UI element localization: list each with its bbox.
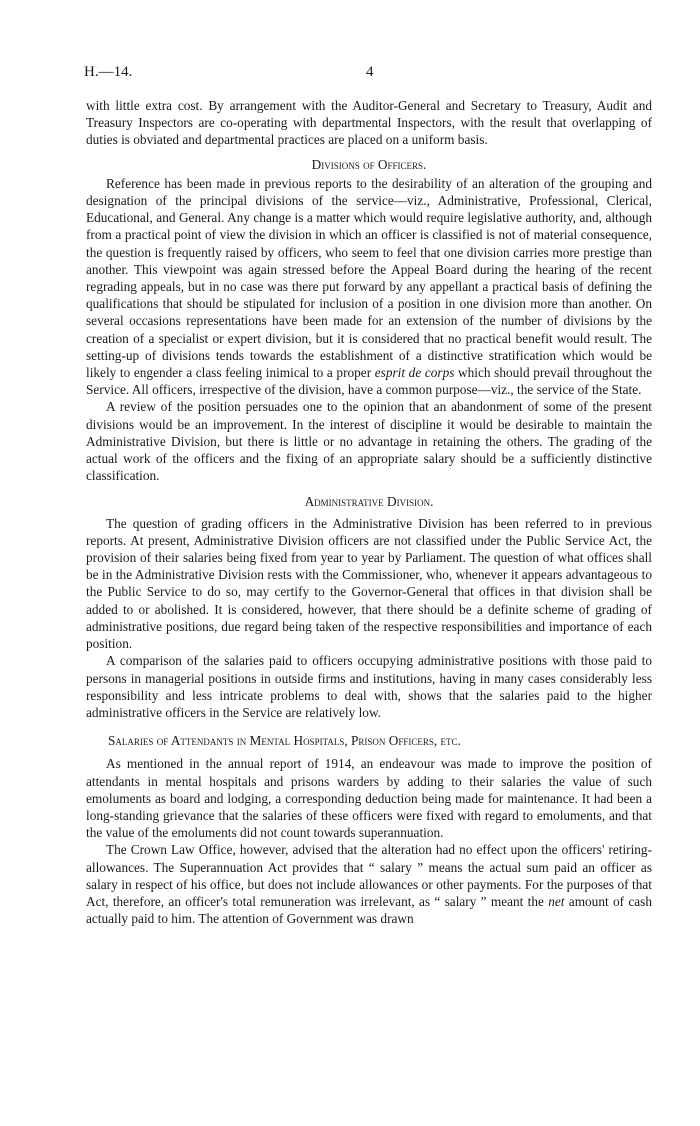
emphasis-text: esprit de corps	[374, 365, 455, 381]
heading-divisions-of-officers: Divisions of Officers.	[311, 156, 427, 172]
document-reference: H.—14.	[84, 64, 133, 80]
page-header	[84, 64, 654, 86]
paragraph-divisions-1: Reference has been made in previous reports to the desirability of an alteration of the grouping and designation of the principal divisions of the service—viz., Administrative, Professional, Clerical, Educational, and General. Any change is a matter which would require legislative authority, and, although from a practical point of view the division in which an officer is classified is not of material consequence, the question is frequently raised by officers, who seem to feel that one division carries more prestige than another. This viewpoint was again stressed before the Appeal Board during the hearing of the recent regrading appeals, but in no case was there put forward by any appellant a practical basis of defining the qualifications that should be stipulated for inclusion of a position in one division more than another. On several occasions representations have been made for an extension of the number of divisions by the creation of a specialist or expert division, but it is considered that no practical benefit would result. The setting-up of divisions tends towards the establishment of a distinctive stratification which would be likely to engender a class feeling inimical to a proper esprit de corps which should prevail throughout the Service. All officers, irrespective of the division, have a common purpose—viz., the service of the State.	[86, 175, 652, 398]
paragraph-salaries-1: As mentioned in the annual report of 1914, an endeavour was made to improve the position of attendants in mental hospitals and prisons warders by adding to their salaries the value of such emoluments as board and lodging, a corresponding deduction being made for maintenance. It had been a long-standing grievance that the salaries of these officers were fixed with regard to emoluments, and that the value of the emoluments did not count towards superannuation.	[86, 756, 652, 841]
paragraph-administrative-1: The question of grading officers in the Administrative Division has been referred to in previous reports. At present, Administrative Division officers are not classified under the Public Service Act, the provision of their salaries being fixed from year to year by Parliament. The question of what offices shall be in the Administrative Division rests with the Commissioner, who, whenever it appears advantageous to the Public Service to do so, may certify to the Governor-General that offices in that division shall be added to or abolished. It is considered, however, that there should be a definite scheme of grading of administrative positions, due regard being taken of the respective responsibilities and importance of each position.	[86, 515, 652, 652]
heading-administrative-division: Administrative Division.	[304, 494, 434, 510]
document-body	[86, 97, 652, 927]
emphasis-text: net	[548, 893, 565, 909]
page-number: 4	[366, 64, 374, 80]
paragraph-divisions-2: A review of the position persuades one to the opinion that an abandonment of some of the present divisions would be an improvement. In the interest of discipline it would be desirable to maintain the Administrative Division, but there is little or no advantage in retaining the others. The grading of the actual work of the officers and the fixing of an appropriate salary should be a sufficiently distinctive classification.	[86, 399, 652, 484]
paragraph-administrative-2: A comparison of the salaries paid to officers occupying administrative positions with those paid to persons in managerial positions in outside firms and institutions, having in many cases considerably less responsibility and less intricate problems to deal with, shows that the salaries paid to the higher administrative officers in the Service are relatively low.	[86, 653, 652, 720]
paragraph-intro: with little extra cost. By arrangement with the Auditor-General and Secretary to Treasury, Audit and Treasury Inspectors are co-operating with departmental Inspectors, with the result that overlapping of duties is obviated and departmental practices are placed on a uniform basis.	[86, 98, 652, 148]
heading-salaries-of-attendants: Salaries of Attendants in Mental Hospitals, Prison Officers, etc.	[108, 733, 461, 749]
paragraph-salaries-2: The Crown Law Office, however, advised that the alteration had no effect upon the officers' retiring-allowances. The Superannuation Act provides that “ salary ” means the actual sum paid an officer as salary in respect of his office, but does not include allowances or other payments. For the purposes of that Act, therefore, an officer's total remuneration was irrelevant, as “ salary ” meant the net amount of cash actually paid to him. The attention of Government was drawn	[86, 842, 652, 927]
